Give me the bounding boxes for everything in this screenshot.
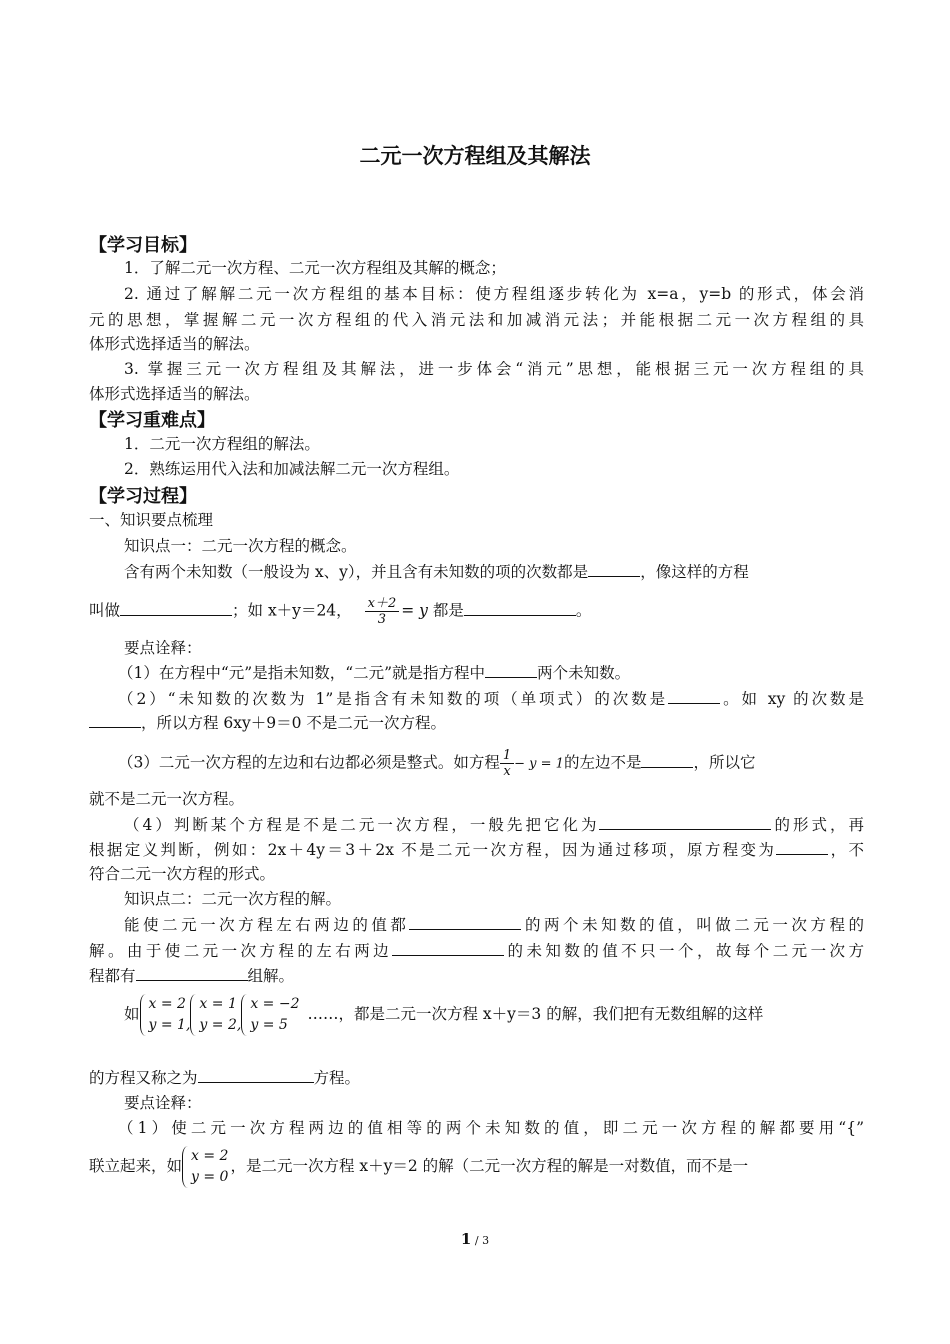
text: （2）“未知数的次数为 1”是指含有未知数的项（单项式）的次数是 (118, 690, 669, 708)
note-solution-1: （1）使二元一次方程两边的值相等的两个未知数的值，即二元一次方程的解都要用“{” (118, 1119, 864, 1137)
text: 联立起来，如 (89, 1157, 183, 1175)
total-pages: 3 (482, 1234, 490, 1247)
note-2-line-1 (118, 689, 864, 709)
blank (136, 966, 248, 981)
text: 叫做 (89, 601, 121, 620)
blank (120, 601, 232, 616)
blank (668, 689, 720, 704)
solution-examples (124, 990, 864, 1038)
equation: y = 5 (250, 1017, 288, 1033)
solution-line-3 (89, 966, 864, 986)
goal-1: 1．了解二元一次方程、二元一次方程组及其解的概念； (124, 259, 506, 277)
blank (198, 1068, 314, 1083)
text: ；如 x＋y＝24， (232, 601, 352, 620)
note-solution-2 (89, 1142, 864, 1190)
text: 能使二元一次方程左右两边的值都 (124, 916, 410, 934)
section-heading-key-points: 【学习重难点】 (89, 410, 215, 431)
note-3-line-2: 就不是二元一次方程。 (89, 790, 245, 808)
text: 两个未知数。 (537, 664, 631, 682)
text: ，不 (828, 841, 864, 859)
goal-3-line-1: 3. 掌握三元一次方程组及其解法，进一步体会“消元”思想，能根据三元一次方程组的具 (124, 360, 864, 378)
current-page: 1 (460, 1230, 472, 1248)
note-2-line-2 (89, 713, 864, 733)
equation: y = 0 (191, 1169, 229, 1185)
equation: x = 1 (199, 996, 237, 1012)
text: 根据定义判断，例如：2x＋4y＝3＋2x 不是二元一次方程，因为通过移项，原方程变为 (89, 841, 777, 859)
goal-2-line-2: 元的思想，掌握解二元一次方程组的代入消元法和加减消元法；并能根据二元一次方程组的具 (89, 311, 864, 329)
equation-system-2 (190, 994, 241, 1036)
equation: x = −2 (250, 996, 300, 1012)
text: 的形式，再 (771, 816, 864, 834)
blank (588, 562, 640, 577)
equation-system-4 (182, 1146, 228, 1188)
page-number: 1 / 3 (460, 1230, 490, 1248)
note-4-line-2 (89, 840, 864, 860)
key-point-1: 1．二元一次方程组的解法。 (124, 435, 320, 453)
text: 组解。 (247, 967, 295, 985)
text: （4）判断某个方程是不是二元一次方程，一般先把它化为 (124, 816, 600, 834)
blank (392, 941, 504, 956)
knowledge-point-1: 知识点一：二元一次方程的概念。 (124, 537, 357, 555)
fraction (500, 748, 514, 779)
note-3-line-1 (118, 748, 893, 779)
text: 程都有 (89, 967, 136, 985)
text: 的未知数的值不只一个，故每个二元一次方 (504, 942, 864, 960)
text: 含有两个未知数（一般设为 x、y），并且含有未知数的项的次数都是 (124, 563, 589, 581)
equation-system-3 (241, 994, 299, 1036)
text: ，是二元一次方程 x＋y＝2 的解（二元一次方程的解是一对数值，而不是一 (230, 1157, 749, 1175)
text: 的两个未知数的值，叫做二元一次方程的 (521, 916, 864, 934)
goal-2-line-3: 体形式选择适当的解法。 (89, 335, 260, 353)
text: 。 (575, 601, 592, 620)
text: ，所以方程 6xy＋9＝0 不是二元一次方程。 (141, 714, 446, 732)
text: 如 (124, 1005, 140, 1023)
text: 的方程又称之为 (89, 1069, 198, 1087)
text: 。如 xy 的次数是 (720, 690, 864, 708)
blank (464, 601, 576, 616)
blank (641, 753, 693, 768)
blank (776, 840, 828, 855)
blank (409, 915, 521, 930)
concept-line-2 (89, 596, 864, 627)
knowledge-point-2: 知识点二：二元一次方程的解。 (124, 890, 342, 908)
equation: x = 2 (148, 996, 186, 1012)
text: ，像这样的方程 (640, 563, 749, 581)
section-heading-process: 【学习过程】 (89, 486, 197, 507)
text: （3）二元一次方程的左边和右边都必须是整式。如方程 (118, 753, 500, 772)
goal-2-line-1: 2. 通过了解解二元一次方程组的基本目标：使方程组逐步转化为 x=a，y=b 的形式，体会消 (124, 285, 864, 303)
solution-line-1 (124, 915, 864, 935)
text: （1）在方程中“元”是指未知数，“二元”就是指方程中 (118, 664, 486, 682)
denominator: 3 (377, 612, 387, 627)
notes-heading-2: 要点诠释： (124, 1094, 202, 1112)
text: 方程。 (313, 1069, 361, 1087)
text: 都是 (432, 601, 464, 620)
note-4-line-3: 符合二元一次方程的形式。 (89, 865, 276, 883)
equation-system-1 (140, 994, 191, 1036)
goal-3-line-2: 体形式选择适当的解法。 (89, 385, 260, 403)
text: ，所以它 (693, 753, 756, 772)
equation: x = 2 (191, 1148, 229, 1164)
text: ……，都是二元一次方程 x＋y＝3 的解，我们把有无数组解的这样 (307, 1005, 764, 1023)
notes-heading-1: 要点诠释： (124, 639, 202, 657)
page-title: 二元一次方程组及其解法 (359, 144, 591, 168)
blank (599, 815, 771, 830)
text: 解。由于使二元一次方程的左右两边 (89, 942, 393, 960)
numerator: 1 (500, 748, 514, 764)
equation: y = 1, (148, 1017, 191, 1033)
solution-line-4 (89, 1068, 864, 1088)
key-point-2: 2．熟练运用代入法和加减法解二元一次方程组。 (124, 460, 460, 478)
equation-rhs: − y = 1 (514, 756, 564, 772)
note-1 (118, 663, 893, 683)
note-4-line-1 (124, 815, 864, 835)
concept-line-1 (124, 562, 864, 582)
equation-rhs: = y (401, 601, 428, 620)
blank (485, 663, 537, 678)
text: 的左边不是 (563, 753, 642, 772)
part-one-heading: 一、知识要点梳理 (89, 511, 214, 529)
fraction (365, 596, 400, 627)
numerator: x＋2 (365, 596, 400, 612)
equation: y = 2, (199, 1017, 242, 1033)
blank (89, 713, 141, 728)
denominator: x (503, 764, 511, 779)
section-heading-goals: 【学习目标】 (89, 235, 197, 256)
solution-line-2 (89, 941, 864, 961)
